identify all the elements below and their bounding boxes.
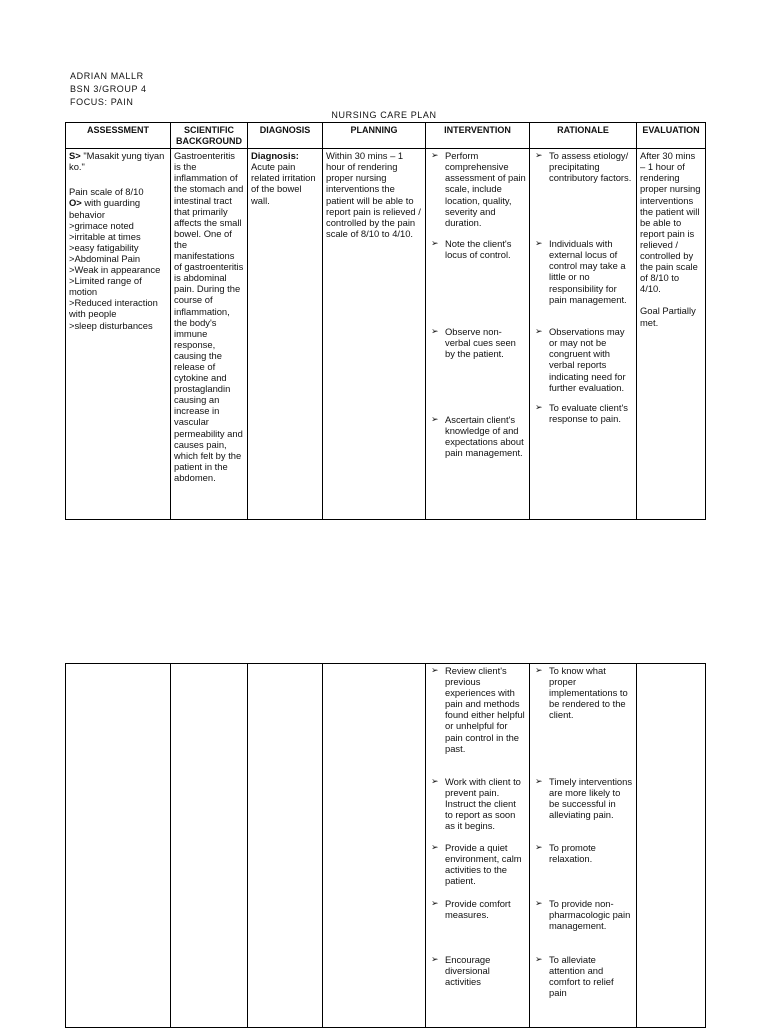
arrow-bullet-icon: ➢ [535,326,543,337]
list-item [429,150,526,238]
col-intervention: INTERVENTION [426,123,530,149]
list-item [429,665,526,776]
assessment-item: >Reduced interaction with people [69,297,158,320]
intervention-text: Encourage diversional activities [445,954,491,988]
assessment-item: >easy fatigability [69,241,139,253]
arrow-bullet-icon: ➢ [431,954,439,964]
arrow-bullet-icon: ➢ [535,898,543,908]
arrow-bullet-icon: ➢ [431,326,439,337]
arrow-bullet-icon: ➢ [535,238,543,249]
subjective-label: S> [69,150,81,162]
diagnosis-cell [248,664,323,1028]
list-item [533,326,633,402]
objective-text: with guarding behavior [69,197,141,220]
arrow-bullet-icon: ➢ [431,776,439,786]
list-item [429,238,526,326]
rationale-text: To assess etiology/ precipitating contributory factors. [549,150,632,184]
scientific-background-cell: Gastroenteritis is the inflammation of the stomach and intestinal tract that primarily affects the small bowel. One of the manifestations of gastroenteritis is abdominal pain. During the course of inflammation, the body's immune response, causing the release of cytokine and prostaglandin causing an increase in vascular permeability and causes pain, which felt by the patient in the abdomen. [171,149,248,520]
list-item [429,414,526,458]
scientific-background-cell [171,664,248,1028]
rationale-text: To evaluate client's response to pain. [549,402,628,425]
assessment-item: >sleep disturbances [69,319,153,331]
col-assessment: ASSESSMENT [66,123,171,149]
col-evaluation: EVALUATION [637,123,706,149]
list-item [533,954,633,998]
diagnosis-cell [248,149,323,520]
intervention-text: Perform comprehensive assessment of pain scale, include location, quality, severity and duration. [445,150,526,228]
table-row [66,149,706,520]
diagnosis-text: Acute pain related irritation of the bowel wall. [251,161,316,206]
arrow-bullet-icon: ➢ [535,776,543,786]
intervention-text: Observe non-verbal cues seen by the patient. [445,326,516,360]
course-group: BSN 3/GROUP 4 [70,84,147,94]
list-item [533,776,633,842]
list-item [533,842,633,898]
arrow-bullet-icon: ➢ [535,842,543,852]
rationale-cell [530,664,637,1028]
list-item [533,665,633,776]
assessment-item: >irritable at times [69,230,141,242]
arrow-bullet-icon: ➢ [535,665,543,675]
rationale-text: Individuals with external locus of control may take a little or no responsibility for pain management. [549,238,627,305]
assessment-item: >Limited range of motion [69,275,142,298]
intervention-text: Provide comfort measures. [445,898,511,921]
list-item [429,898,526,954]
intervention-cell [426,149,530,520]
rationale-cell [530,149,637,520]
assessment-cell [66,664,171,1028]
col-diagnosis: DIAGNOSIS [248,123,323,149]
care-plan-table [65,122,706,520]
student-name: ADRIAN MALLR [70,71,144,81]
intervention-text: Note the client's locus of control. [445,238,512,261]
list-item [429,776,526,842]
col-scientific-background: SCIENTIFIC BACKGROUND [171,123,248,149]
page-title: NURSING CARE PLAN [331,110,437,120]
list-item [533,402,633,424]
table-header-row [66,123,706,149]
col-rationale: RATIONALE [530,123,637,149]
list-item [533,238,633,326]
rationale-text: Timely interventions are more likely to be successful in alleviating pain. [549,776,633,821]
assessment-item: >Weak in appearance [69,264,161,276]
rationale-text: To alleviate attention and comfort to relief pain [549,954,614,999]
subjective-data [69,150,167,172]
arrow-bullet-icon: ➢ [431,414,439,425]
arrow-bullet-icon: ➢ [431,842,439,852]
diagnosis-label: Diagnosis: [251,150,299,162]
list-item [429,842,526,898]
planning-cell [323,664,426,1028]
intervention-text: Review client's previous experiences with pain and methods found either helpful or unhelpful for pain control in the past. [445,665,525,754]
rationale-text: To promote relaxation. [549,842,596,865]
arrow-bullet-icon: ➢ [431,898,439,908]
evaluation-cell [637,149,706,520]
assessment-item: >Abdominal Pain [69,252,141,264]
arrow-bullet-icon: ➢ [431,238,439,249]
evaluation-result: Goal Partially met. [640,305,696,328]
assessment-item: >grimace noted [69,219,134,231]
intervention-text: Ascertain client's knowledge of and expectations about pain management. [445,414,524,459]
list-item [429,326,526,414]
intervention-text: Provide a quiet environment, calm activities to the patient. [445,842,522,887]
pain-scale: Pain scale of 8/10 [69,186,144,198]
arrow-bullet-icon: ➢ [431,665,439,675]
evaluation-cell [637,664,706,1028]
list-item [533,150,633,238]
care-plan-table-continued [65,663,706,1028]
objective-label: O> [69,197,82,209]
table-row [66,664,706,1028]
intervention-cell [426,664,530,1028]
rationale-text: Observations may or may not be congruent with verbal reports indicating need for further evaluation. [549,326,626,393]
arrow-bullet-icon: ➢ [535,954,543,964]
subjective-quote: "Masakit yung tiyan ko." [69,150,165,173]
arrow-bullet-icon: ➢ [535,150,543,161]
list-item [533,898,633,954]
rationale-text: To provide non-pharmacologic pain management. [549,898,631,932]
evaluation-text: After 30 mins – 1 hour of rendering proper nursing interventions the patient will be able to report pain is relieved / controlled by the pain scale of 8/10 to 4/10. [640,150,701,295]
arrow-bullet-icon: ➢ [431,150,439,161]
intervention-text: Work with client to prevent pain. Instruct the client to report as soon as it begins. [445,776,521,832]
list-item [429,954,526,987]
focus-label: FOCUS: PAIN [70,97,134,107]
planning-cell: Within 30 mins – 1 hour of rendering proper nursing interventions the patient will be able to report pain is relieved / controlled by the pain scale of 8/10 to 4/10. [323,149,426,520]
arrow-bullet-icon: ➢ [535,402,543,413]
objective-data [69,197,167,219]
rationale-text: To know what proper implementations to be rendered to the client. [549,665,628,721]
assessment-cell [66,149,171,520]
col-planning: PLANNING [323,123,426,149]
